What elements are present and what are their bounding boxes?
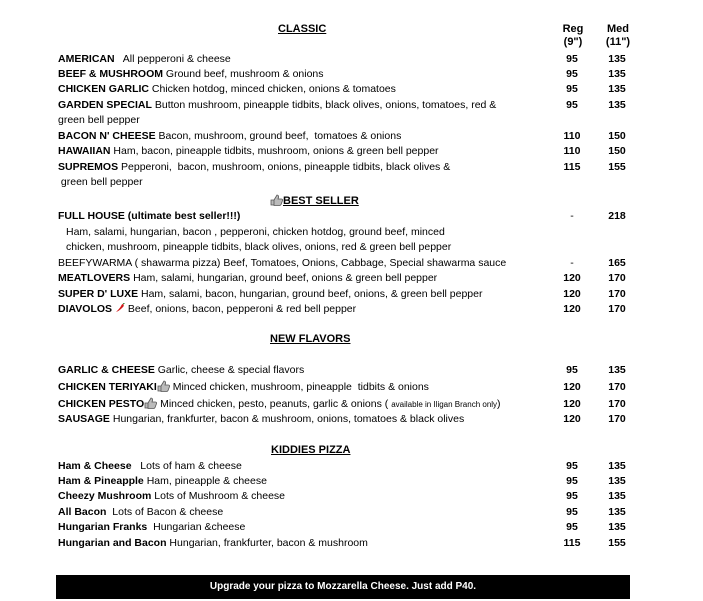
- item-name: GARLIC & CHEESE: [58, 364, 155, 376]
- price-reg: 110: [563, 145, 581, 157]
- reg-header: [556, 23, 590, 49]
- price-reg: 95: [566, 490, 578, 502]
- menu-item: [58, 302, 628, 318]
- menu-item: [58, 520, 628, 536]
- item-name: CHICKEN PESTO: [58, 398, 145, 410]
- item-desc: Button mushroom, pineapple tidbits, black olives, onions, tomatoes, red &: [151, 99, 497, 111]
- price-reg: 95: [566, 68, 578, 80]
- item-desc: Minced chicken, pesto, peanuts, garlic & onions (: [157, 398, 392, 410]
- branch-note: available in Iligan Branch only: [391, 400, 498, 409]
- menu-item: [58, 52, 628, 68]
- menu-item: [58, 160, 628, 176]
- item-desc-continued: Ham, salami, hungarian, bacon , pepperoni, chicken hotdog, ground beef, minced: [66, 226, 445, 238]
- price-med: 155: [608, 537, 626, 549]
- price-reg: 95: [566, 521, 578, 533]
- reg-label: Reg: [562, 23, 584, 35]
- item-desc: Lots of ham & cheese: [131, 460, 242, 472]
- menu-item: [58, 363, 628, 379]
- item-desc-continued: green bell pepper: [58, 114, 140, 126]
- price-med: 170: [608, 303, 626, 315]
- menu-item: [58, 380, 628, 396]
- item-name: Cheezy Mushroom: [58, 490, 152, 502]
- section-title-best-seller: BEST SELLER: [270, 194, 359, 207]
- item-desc: Bacon, mushroom, ground beef, tomatoes & onions: [155, 130, 402, 142]
- item-name: CHICKEN GARLIC: [58, 83, 149, 95]
- price-med: 135: [608, 53, 626, 65]
- price-reg: 115: [563, 161, 581, 173]
- menu-item: [58, 489, 628, 505]
- price-med: 218: [608, 210, 626, 222]
- price-med: 170: [608, 413, 626, 425]
- price-med: 135: [608, 506, 626, 518]
- price-reg: 95: [566, 99, 578, 111]
- item-desc: Hungarian &cheese: [147, 521, 246, 533]
- item-desc: ( shawarma pizza) Beef, Tomatoes, Onions, Cabbage, Special shawarma sauce: [131, 257, 507, 269]
- menu-item: [58, 144, 628, 160]
- price-med: 150: [608, 145, 626, 157]
- item-desc: Ham, salami, hungarian, ground beef, onions & green bell pepper: [130, 272, 438, 284]
- price-reg: -: [570, 257, 574, 269]
- menu-item: [58, 536, 628, 552]
- item-name: HAWAIIAN: [58, 145, 111, 157]
- price-reg: 95: [566, 83, 578, 95]
- item-name: BACON N' CHEESE: [58, 130, 156, 142]
- price-reg: 120: [563, 413, 581, 425]
- menu-item: [58, 505, 628, 521]
- med-size: (11"): [605, 36, 631, 48]
- price-med: 135: [608, 68, 626, 80]
- menu-item: [58, 67, 628, 83]
- menu-item: [58, 82, 628, 98]
- menu-item: [58, 129, 628, 145]
- price-med: 170: [608, 381, 626, 393]
- item-desc: Ground beef, mushroom & onions: [163, 68, 324, 80]
- item-desc-continued: chicken, mushroom, pineapple tidbits, black olives, onions, red & green bell pepper: [66, 241, 452, 253]
- price-med: 135: [608, 490, 626, 502]
- price-med: 135: [608, 475, 626, 487]
- item-desc: Pepperoni, bacon, mushroom, onions, pineapple tidbits, black olives &: [118, 161, 451, 173]
- item-name: CHICKEN TERIYAKI: [58, 381, 157, 393]
- item-name: All Bacon: [58, 506, 107, 518]
- price-med: 135: [608, 364, 626, 376]
- item-name: MEATLOVERS: [58, 272, 131, 284]
- item-name: Hungarian Franks: [58, 521, 148, 533]
- price-med: 135: [608, 460, 626, 472]
- reg-size: (9"): [563, 36, 583, 48]
- item-name: DIAVOLOS: [58, 303, 113, 315]
- price-reg: 120: [563, 303, 581, 315]
- item-desc: Hungarian, frankfurter, bacon & mushroom: [166, 537, 368, 549]
- section-title-classic: CLASSIC: [278, 23, 327, 35]
- price-med: 165: [608, 257, 626, 269]
- price-reg: 120: [563, 381, 581, 393]
- item-desc-continued: green bell pepper: [58, 176, 143, 188]
- price-reg: 95: [566, 475, 578, 487]
- price-reg: 115: [563, 537, 581, 549]
- price-med: 150: [608, 130, 626, 142]
- item-name: BEEF & MUSHROOM: [58, 68, 163, 80]
- price-reg: -: [570, 210, 574, 222]
- item-name: Ham & Cheese: [58, 460, 132, 472]
- item-name: FULL HOUSE (ultimate best seller!!!): [58, 210, 241, 222]
- item-desc: Ham, salami, bacon, hungarian, ground beef, onions, & green bell pepper: [138, 288, 483, 300]
- section-title-kiddies: KIDDIES PIZZA: [271, 444, 351, 456]
- price-reg: 120: [563, 288, 581, 300]
- item-desc: Minced chicken, mushroom, pineapple tidbits & onions: [169, 381, 429, 393]
- price-med: 135: [608, 83, 626, 95]
- chili-pepper-icon: [115, 303, 125, 313]
- item-desc: Garlic, cheese & special flavors: [154, 364, 305, 376]
- item-desc: Lots of Mushroom & cheese: [151, 490, 286, 502]
- med-header: [601, 23, 635, 49]
- item-name: GARDEN SPECIAL: [58, 99, 152, 111]
- price-reg: 95: [566, 364, 578, 376]
- price-med: 135: [608, 521, 626, 533]
- med-label: Med: [607, 23, 629, 35]
- price-reg: 95: [566, 506, 578, 518]
- item-name: SUPREMOS: [58, 161, 119, 173]
- menu-item: [58, 459, 628, 475]
- price-reg: 120: [563, 398, 581, 410]
- menu-item: [58, 209, 628, 225]
- item-desc: Ham, bacon, pineapple tidbits, mushroom, onions & green bell pepper: [110, 145, 439, 157]
- item-name: Ham & Pineapple: [58, 475, 144, 487]
- menu-item: CHICKEN PESTO Minced chicken, pesto, peanuts, garlic & onions ( available in Iligan Branch only) 120 170: [58, 397, 628, 413]
- price-med: 170: [608, 272, 626, 284]
- item-desc: Chicken hotdog, minced chicken, onions & tomatoes: [149, 83, 396, 95]
- item-name: BEEFYWARMA: [58, 257, 132, 269]
- price-med: 170: [608, 288, 626, 300]
- thumbs-up-icon: [157, 380, 170, 392]
- footer-banner: Upgrade your pizza to Mozzarella Cheese. Just add P40.: [56, 575, 630, 599]
- menu-item: [58, 271, 628, 287]
- menu-item: [58, 474, 628, 490]
- menu-item: [58, 256, 628, 272]
- item-desc: Hungarian, frankfurter, bacon & mushroom, onions, tomatoes & black olives: [109, 413, 465, 425]
- section-title-new-flavors: NEW FLAVORS: [270, 333, 351, 345]
- item-desc: Beef, onions, bacon, pepperoni & red bell pepper: [124, 303, 357, 315]
- thumbs-up-icon: [270, 194, 283, 206]
- menu-item: [58, 98, 628, 114]
- price-med: 135: [608, 99, 626, 111]
- item-desc: All pepperoni & cheese: [114, 53, 231, 65]
- price-reg: 95: [566, 460, 578, 472]
- item-name: AMERICAN: [58, 53, 115, 65]
- menu-item: [58, 287, 628, 303]
- item-name: SAUSAGE: [58, 413, 110, 425]
- thumbs-up-icon: [144, 397, 157, 409]
- item-name: SUPER D' LUXE: [58, 288, 139, 300]
- price-reg: 110: [563, 130, 581, 142]
- price-reg: 120: [563, 272, 581, 284]
- price-reg: 95: [566, 53, 578, 65]
- price-med: 170: [608, 398, 626, 410]
- price-med: 155: [608, 161, 626, 173]
- item-desc: Ham, pineapple & cheese: [143, 475, 267, 487]
- menu-item: [58, 412, 628, 428]
- item-name: Hungarian and Bacon: [58, 537, 167, 549]
- item-desc: Lots of Bacon & cheese: [106, 506, 224, 518]
